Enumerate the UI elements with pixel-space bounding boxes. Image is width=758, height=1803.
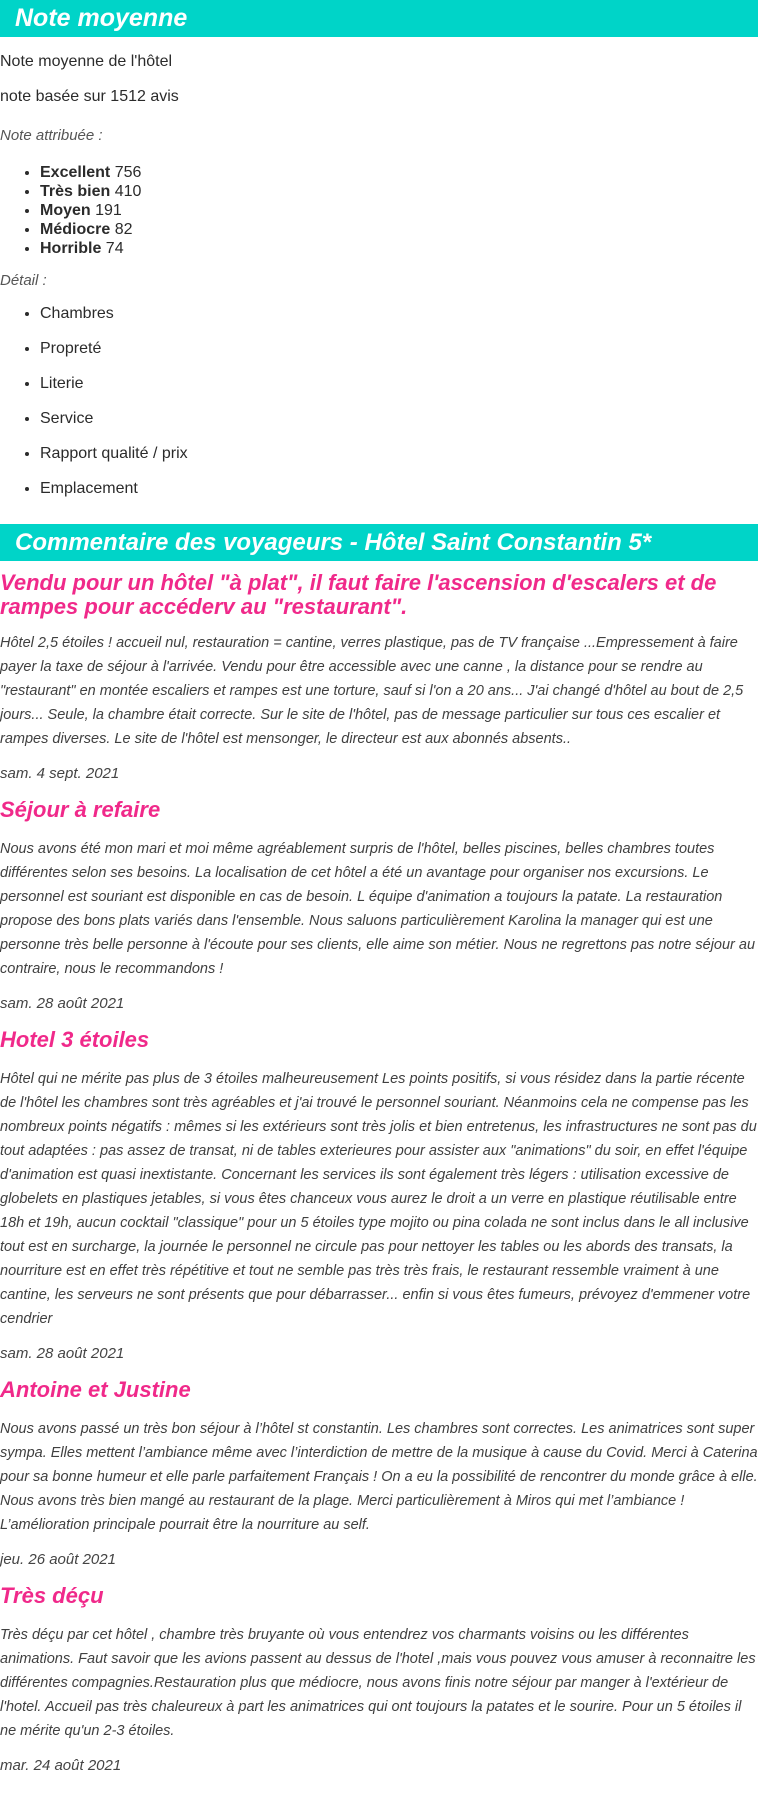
review-count-text: note basée sur 1512 avis xyxy=(0,88,179,105)
review-body: Hôtel qui ne mérite pas plus de 3 étoiles malheureusement Les points positifs, si vous résidez dans la partie récente de l'hôtel les chambres sont très agréables et j'ai trouvé le personnel souriant. Néanmoins cela ne compense pas les nombreux points négatifs : mêmes si les extérieurs sont très jolis et bien entretenus, les infrastructures ne sont pas du tout adaptées : pas assez de transat, ni de tables exterieures pour assister aux "animations" du soir, en effet l'équipe d'animation est quasi inextistante. Concernant les services ils sont également très légers : utilisation excessive de globelets en plastiques jetables, si vous êtes chanceux vous aurez le droit a un verre en plastique réutilisable entre 18h et 19h, aucun cocktail "classique" pour un 5 étoiles type mojito ou pina colada ne sont inclus dans le all inclusive tout est en surcharge, la journée le personnel ne circule pas pour nettoyer les tables ou les abords des transats, la nourriture est en effet très répétitive et tout ne semble pas très très frais, le restaurant ressemble vraiment à une cantine, les serveurs ne sont présents que pour débarrasser... enfin si vous êtes fumeurs, prévoyez d'emmener votre cendrier xyxy=(0,1071,757,1327)
reviews-section-header: Commentaire des voyageurs - Hôtel Saint Constantin 5* xyxy=(0,524,758,561)
rating-count: 756 xyxy=(114,164,142,181)
rating-count: 410 xyxy=(114,183,142,200)
review-date: sam. 4 sept. 2021 xyxy=(0,765,120,782)
review-date: jeu. 26 août 2021 xyxy=(0,1551,116,1568)
review-title: Vendu pour un hôtel "à plat", il faut faire l'ascension d'escalers et de rampes pour accéderv au "restaurant". xyxy=(0,570,717,619)
detail-item-proprete: • Propreté xyxy=(40,337,758,372)
review-body: Très déçu par cet hôtel , chambre très bruyante où vous entendrez vos charmants voisins ou les différentes animations. Faut savoir que les avions passent au dessus de l'hotel ,mais vous pouvez vous amuser à reconnaitre les différentes compagnies.Restauration plus que médiocre, nous avons finis notre séjour par manger à l'extérieur de l'hotel. Accueil pas très chaleureux à part les animatrices qui ont toujours la patates et le sourire. Pour un 5 étoiles il ne mérite qu'un 2-3 étoiles. xyxy=(0,1627,756,1739)
detail-list xyxy=(0,294,758,512)
average-rating-label: Note moyenne de l'hôtel xyxy=(0,53,173,70)
rating-item-excellent xyxy=(40,163,758,182)
rating-label: Très bien xyxy=(40,183,111,200)
rating-item-tres-bien xyxy=(40,182,758,201)
rating-item-horrible xyxy=(40,239,758,258)
rating-label: Moyen xyxy=(40,202,91,219)
detail-item-chambres: • Chambres xyxy=(40,302,758,337)
rating-label: Excellent xyxy=(40,164,111,181)
rating-item-moyen xyxy=(40,201,758,220)
detail-label: Détail : xyxy=(0,272,47,289)
review-date: mar. 24 août 2021 xyxy=(0,1757,122,1774)
review-title: Hotel 3 étoiles xyxy=(0,1027,150,1052)
detail-item-rapport-qualite-prix: • Rapport qualité / prix xyxy=(40,442,758,477)
ratings-list xyxy=(0,149,758,258)
rating-count: 82 xyxy=(114,221,133,238)
rating-label: Médiocre xyxy=(40,221,111,238)
review-item xyxy=(0,1017,758,1367)
rating-count: 74 xyxy=(105,240,124,257)
review-item xyxy=(0,1367,758,1573)
review-item xyxy=(0,1573,758,1779)
review-title: Très déçu xyxy=(0,1583,104,1608)
review-body: Nous avons été mon mari et moi même agréablement surpris de l'hôtel, belles piscines, belles chambres toutes différentes selon ses besoins. La localisation de cet hôtel a été un avantage pour organiser nos excursions. Le personnel est souriant est disponible en cas de besoin. L équipe d'animation a toujours la patate. La restauration propose des bons plats variés dans l'ensemble. Nous saluons particulièrement Karolina la manager qui est une personne très belle personne à l'écoute pour ses clients, elle aime son métier. Nous ne regrettons pas notre séjour au contraire, nous le recommandons ! xyxy=(0,841,756,977)
review-title: Antoine et Justine xyxy=(0,1377,191,1402)
review-item xyxy=(0,561,758,787)
rating-item-mediocre xyxy=(40,220,758,239)
review-body: Hôtel 2,5 étoiles ! accueil nul, restauration = cantine, verres plastique, pas de TV française ...Empressement à faire payer la taxe de séjour à l'arrivée. Vendu pour être accessible avec une canne , la distance pour se rendre au "restaurant" en montée escaliers et rampes est une torture, sauf si l'on a 20 ans... J'ai changé d'hôtel au bout de 2,5 jours... Seule, la chambre était correcte. Sur le site de l'hôtel, pas de message particulier sur tous ces escalier et rampes diverses. Le site de l'hôtel est mensonger, le directeur est aux abonnés absents.. xyxy=(0,635,744,747)
review-body: Nous avons passé un très bon séjour à l’hôtel st constantin. Les chambres sont correctes. Les animatrices sont super sympa. Elles mettent l’ambiance même avec l’interdiction de mettre de la musique à cause du Covid. Merci à Caterina pour sa bonne humeur et elle parle parfaitement Français ! On a eu la possibilité de rencontrer du monde grâce à elle. Nous avons très bien mangé au restaurant de la plage. Merci particulièrement à Miros qui met l’ambiance ! L’amélioration principale pourrait être la nourriture au self. xyxy=(0,1421,758,1533)
rating-label: Horrible xyxy=(40,240,102,257)
review-item xyxy=(0,787,758,1017)
detail-item-literie: • Literie xyxy=(40,372,758,407)
review-date: sam. 28 août 2021 xyxy=(0,995,125,1012)
rating-count: 191 xyxy=(95,202,122,219)
review-date: sam. 28 août 2021 xyxy=(0,1345,125,1362)
ratings-label: Note attribuée : xyxy=(0,127,103,144)
average-rating-header: Note moyenne xyxy=(0,0,758,37)
review-title: Séjour à refaire xyxy=(0,797,161,822)
detail-item-service: • Service xyxy=(40,407,758,442)
detail-item-emplacement: • Emplacement xyxy=(40,477,758,512)
